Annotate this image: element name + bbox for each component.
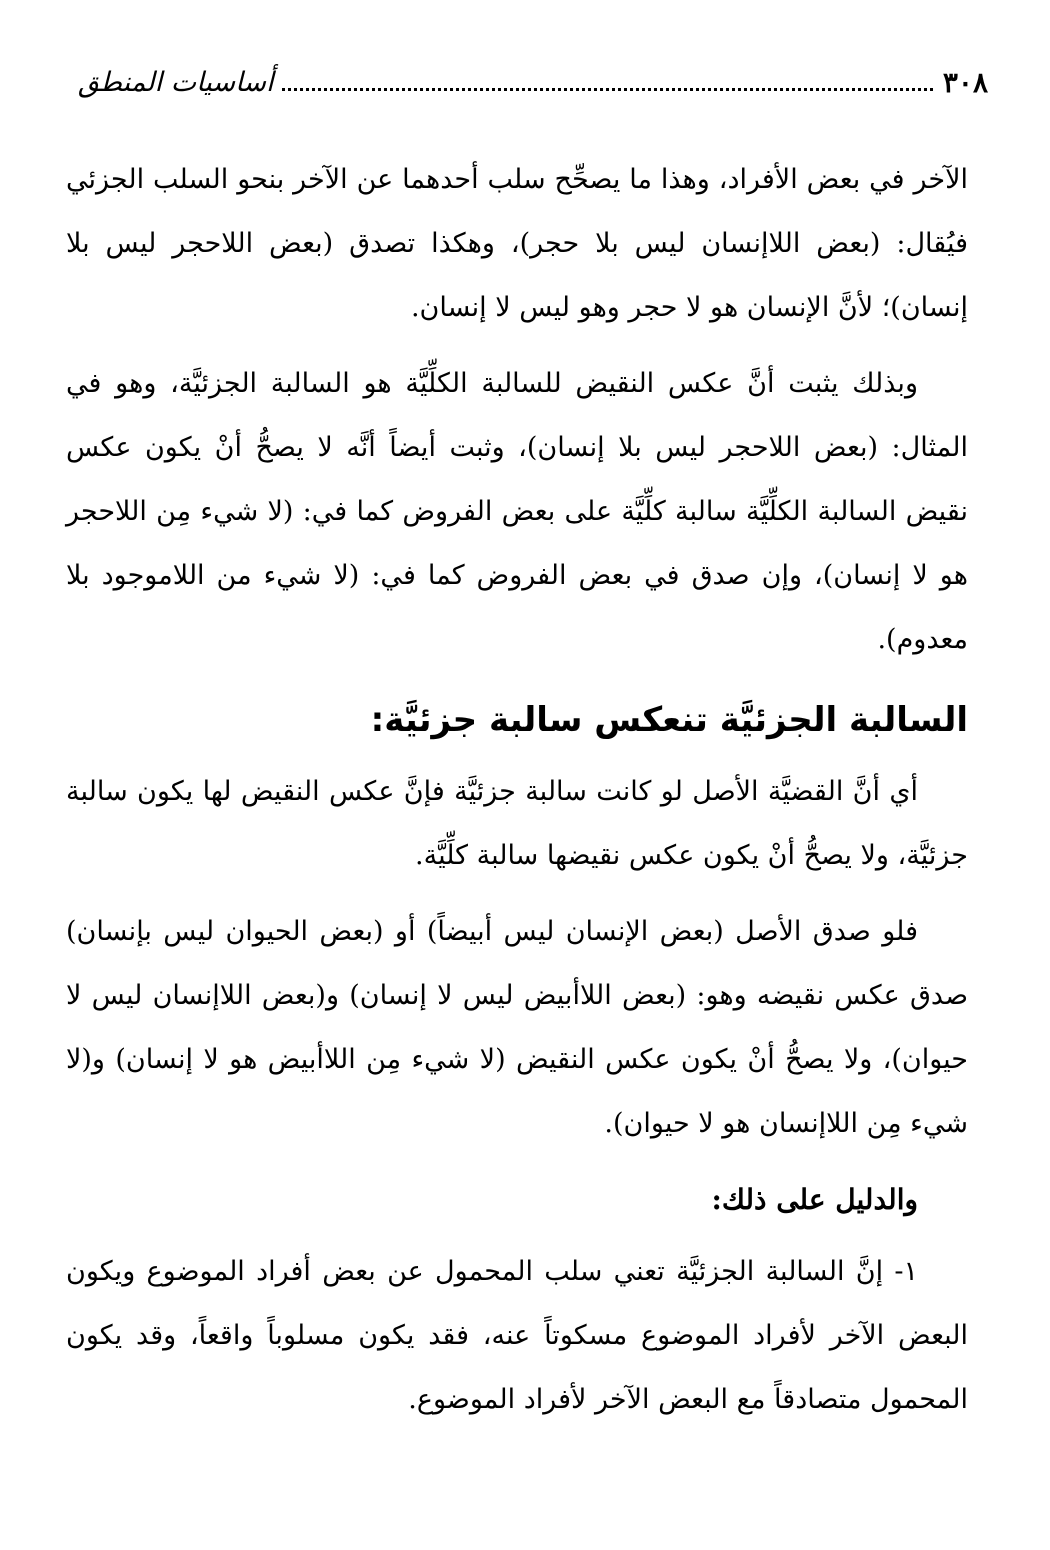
proof-subheading: والدليل على ذلك: — [711, 1183, 918, 1216]
section-heading: السالبة الجزئيَّة تنعكس سالبة جزئيَّة: — [370, 700, 968, 740]
paragraph-proof-point-1: ١- إنَّ السالبة الجزئيَّة تعني سلب المحمول عن بعض أفراد الموضوع ويكون البعض الآخر لأفراد الموضوع مسكوتاً عنه، فقد يكون مسلوباً واقعاً، وقد يكون المحمول متصادقاً مع البعض الآخر لأفراد الموضوع. — [66, 1256, 968, 1415]
paragraph-continuation: الآخر في بعض الأفراد، وهذا ما يصحِّح سلب أحدهما عن الآخر بنحو السلب الجزئي فيُقال: (بعض اللاإنسان ليس بلا حجر)، وهكذا تصدق (بعض اللاحجر ليس بلا إنسان)؛ لأنَّ الإنسان هو لا حجر وهو ليس لا إنسان. — [66, 164, 968, 323]
page-number: ٣٠٨ — [942, 65, 988, 99]
paragraph-example: فلو صدق الأصل (بعض الإنسان ليس أبيضاً) أو (بعض الحيوان ليس بإنسان) صدق عكس نقيضه وهو: (بعض اللاأبيض ليس لا إنسان) و(بعض اللاإنسان ليس لا حيوان)، ولا يصحُّ أنْ يكون عكس النقيض (لا شيء مِن اللاأبيض هو لا إنسان) و(لا شيء مِن اللاإنسان هو لا حيوان). — [66, 916, 968, 1139]
page-header — [78, 58, 988, 106]
header-dotted-leader — [282, 88, 933, 91]
running-book-title: أساسيات المنطق — [78, 66, 274, 98]
page-body — [66, 148, 968, 1444]
paragraph-conclusion: وبذلك يثبت أنَّ عكس النقيض للسالبة الكلِّيَّة هو السالبة الجزئيَّة، وهو في المثال: (بعض اللاحجر ليس بلا إنسان)، وثبت أيضاً أنَّه لا يصحُّ أنْ يكون عكس نقيض السالبة الكلِّيَّة سالبة كلِّيَّة على بعض الفروض كما في: (لا شيء مِن اللاحجر هو لا إنسان)، وإن صدق في بعض الفروض كما في: (لا شيء من اللاموجود بلا معدوم). — [66, 368, 968, 655]
paragraph-definition: أي أنَّ القضيَّة الأصل لو كانت سالبة جزئيَّة فإنَّ عكس النقيض لها يكون سالبة جزئيَّة، ولا يصحُّ أنْ يكون عكس نقيضها سالبة كلِّيَّة. — [66, 776, 968, 871]
